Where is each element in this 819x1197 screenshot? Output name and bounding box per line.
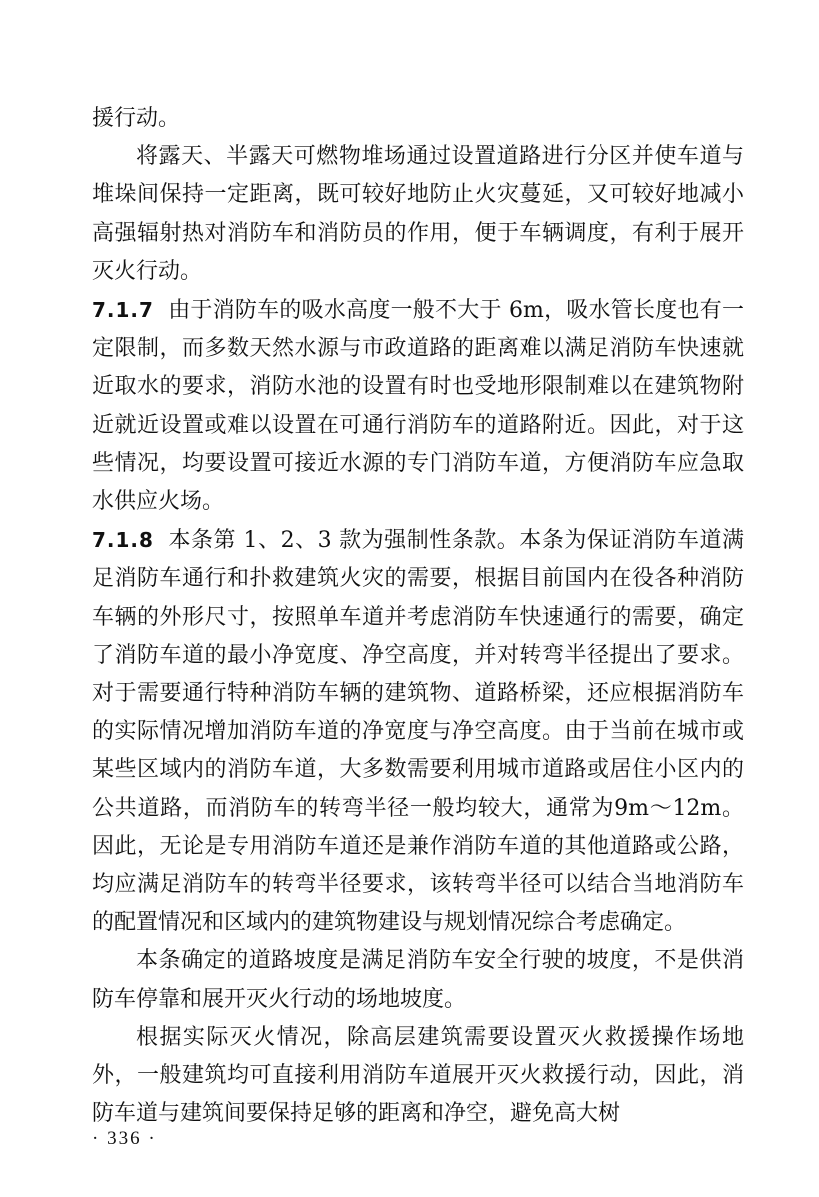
paragraph-continuation: [92, 100, 744, 138]
paragraph-text: 根据实际灭火情况，除高层建筑需要设置灭火救援操作场地外，一般建筑均可直接利用消防车道展开灭火救援行动，因此，消防车道与建筑间要保持足够的距离和净空，避免高大树: [92, 1024, 744, 1127]
clause-number: 7.1.8: [92, 528, 154, 553]
clause-7-1-8: [92, 521, 744, 942]
paragraph-storage-yard: [92, 138, 744, 291]
page-number: · 336 ·: [92, 1128, 157, 1149]
paragraph-text: 将露天、半露天可燃物堆场通过设置道路进行分区并使车道与堆垛间保持一定距离，既可较好地防止火灾蔓延，又可较好地减小高强辐射热对消防车和消防员的作用，便于车辆调度，有利于展开灭火行动。: [92, 144, 744, 284]
paragraph-text: 本条确定的道路坡度是满足消防车安全行驶的坡度，不是供消防车停靠和展开灭火行动的场地坡度。: [92, 948, 744, 1012]
document-body: [92, 100, 744, 1133]
clause-7-1-7: [92, 291, 744, 521]
paragraph-road-slope: [92, 942, 744, 1018]
clause-text: 由于消防车的吸水高度一般不大于 6m，吸水管长度也有一定限制，而多数天然水源与市政道路的距离难以满足消防车快速就近取水的要求，消防水池的设置有时也受地形限制难以在建筑物附近就近设置或难以设置在可通行消防车的道路附近。因此，对于这些情况，均要设置可接近水源的专门消防车道，方便消防车应急取水供应火场。: [92, 298, 744, 515]
paragraph-text: 援行动。: [92, 106, 181, 131]
clause-number: 7.1.7: [92, 298, 154, 323]
clause-text: 本条第 1、2、3 款为强制性条款。本条为保证消防车道满足消防车通行和扑救建筑火灾的需要，根据目前国内在役各种消防车辆的外形尺寸，按照单车道并考虑消防车快速通行的需要，确定了消防车道的最小净宽度、净空高度，并对转弯半径提出了要求。对于需要通行特种消防车辆的建筑物、道路桥梁，还应根据消防车的实际情况增加消防车道的净宽度与净空高度。由于当前在城市或某些区域内的消防车道，大多数需要利用城市道路或居住小区内的公共道路，而消防车的转弯半径一般均较大，通常为9m～12m。因此，无论是专用消防车道还是兼作消防车道的其他道路或公路，均应满足消防车的转弯半径要求，该转弯半径可以结合当地消防车的配置情况和区域内的建筑物建设与规划情况综合考虑确定。: [92, 528, 744, 936]
paragraph-rescue-clearance: [92, 1019, 744, 1134]
